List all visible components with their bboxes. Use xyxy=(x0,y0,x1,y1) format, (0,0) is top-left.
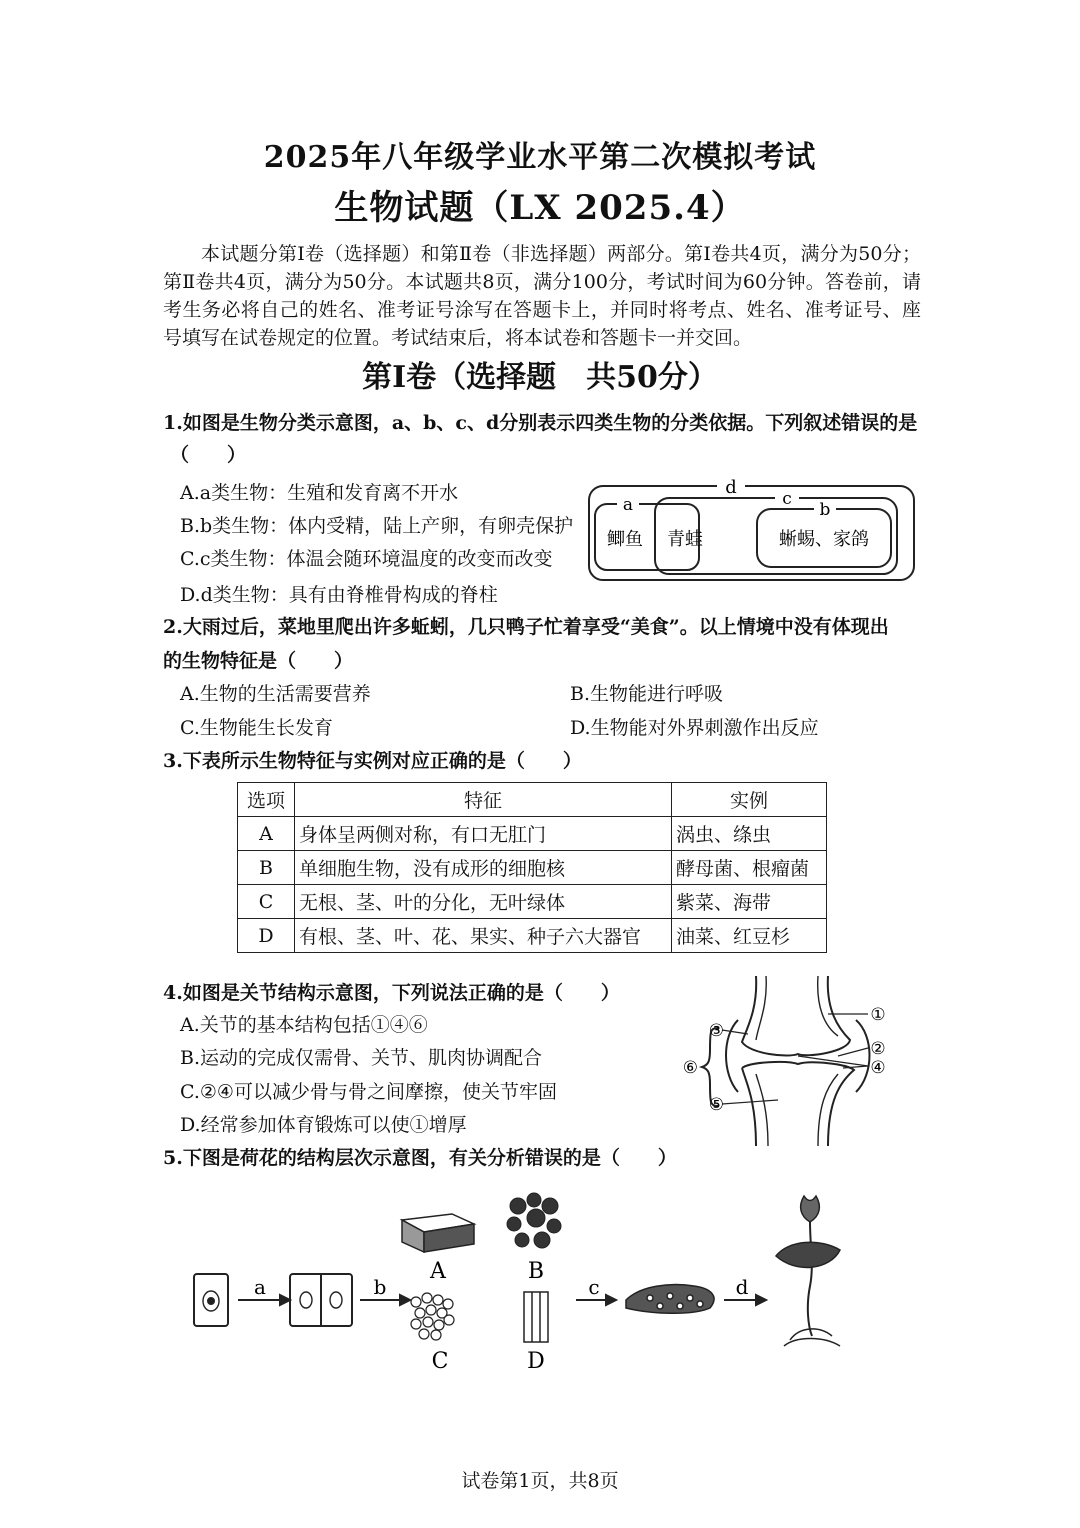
label-4: ④ xyxy=(870,1058,886,1078)
table-cell: C xyxy=(238,885,295,919)
question-4-option-b: B.运动的完成仅需骨、关节、肌肉协调配合 xyxy=(180,1047,543,1069)
question-2-option-d: D.生物能对外界刺激作出反应 xyxy=(570,717,819,739)
joint-structure-diagram xyxy=(678,970,900,1150)
label-5: ⑤ xyxy=(708,1095,724,1115)
label-a: a xyxy=(622,495,634,515)
label-1: ① xyxy=(870,1005,886,1025)
table-cell: B xyxy=(238,851,295,885)
table-cell: 酵母菌、根瘤菌 xyxy=(672,851,827,885)
question-5-stem: 5.下图是荷花的结构层次示意图，有关分析错误的是（ ） xyxy=(163,1147,677,1169)
exam-title: 2025年八年级学业水平第二次模拟考试 xyxy=(263,140,817,175)
question-4-stem: 4.如图是关节结构示意图，下列说法正确的是（ ） xyxy=(163,982,620,1004)
joint-capsule xyxy=(726,1020,870,1092)
tissue-b xyxy=(507,1193,561,1248)
question-1-option-c: C.c类生物：体温会随环境温度的改变而改变 xyxy=(180,548,553,570)
tissue-label-a: A xyxy=(430,1259,446,1284)
question-1-answer-blank: （ ） xyxy=(170,444,247,466)
table-header: 选项 xyxy=(238,783,295,817)
label-b: b xyxy=(819,500,831,520)
lotus-structure-diagram xyxy=(180,1186,900,1376)
question-2-stem-line2: 的生物特征是（ ） xyxy=(163,650,354,672)
single-cell xyxy=(194,1274,228,1326)
table-cell: 油菜、红豆杉 xyxy=(672,919,827,953)
table-cell: A xyxy=(238,817,295,851)
question-4-option-c: C.②④可以减少骨与骨之间摩擦，使关节牢固 xyxy=(180,1081,557,1103)
tissue-a xyxy=(402,1214,474,1252)
question-1-option-d: D.d类生物：具有由脊椎骨构成的脊柱 xyxy=(180,584,498,606)
question-2-option-c: C.生物能生长发育 xyxy=(180,717,333,739)
table-row xyxy=(238,885,827,919)
question-1-option-a: A.a类生物：生殖和发育离不开水 xyxy=(180,482,459,504)
question-3-table xyxy=(237,782,827,953)
section-title: 第Ⅰ卷（选择题 共50分） xyxy=(362,360,718,395)
arrow-label-c: c xyxy=(588,1275,600,1299)
fish-box: 鲫鱼 xyxy=(607,529,643,550)
tissue-d xyxy=(524,1292,548,1342)
table-cell: 涡虫、绦虫 xyxy=(672,817,827,851)
table-row xyxy=(238,919,827,953)
lotus-root-organ xyxy=(626,1285,714,1314)
table-cell: D xyxy=(238,919,295,953)
label-3: ③ xyxy=(708,1021,724,1041)
table-header-row xyxy=(238,783,827,817)
label-d: d xyxy=(725,477,737,498)
table-cell: 单细胞生物，没有成形的细胞核 xyxy=(295,851,672,885)
question-3-stem: 3.下表所示生物特征与实例对应正确的是（ ） xyxy=(163,750,582,772)
page-footer: 试卷第1页，共8页 xyxy=(461,1470,619,1492)
divided-cells xyxy=(290,1274,352,1326)
table-cell: 身体呈两侧对称，有口无肛门 xyxy=(295,817,672,851)
tissue-label-c: C xyxy=(431,1349,449,1374)
table-row xyxy=(238,817,827,851)
question-4-option-a: A.关节的基本结构包括①④⑥ xyxy=(180,1014,428,1036)
table-header: 实例 xyxy=(672,783,827,817)
question-2-option-a: A.生物的生活需要营养 xyxy=(180,683,371,705)
question-1-option-b: B.b类生物：体内受精，陆上产卵，有卵壳保护 xyxy=(180,515,574,537)
table-header: 特征 xyxy=(295,783,672,817)
table-row xyxy=(238,851,827,885)
lotus-plant xyxy=(776,1196,840,1346)
arrow-label-a: a xyxy=(254,1275,266,1299)
table-cell: 紫菜、海带 xyxy=(672,885,827,919)
label-6: ⑥ xyxy=(682,1058,698,1078)
tissue-label-b: B xyxy=(527,1259,545,1284)
frog-box: 青蛙 xyxy=(667,529,703,550)
classification-diagram xyxy=(585,474,920,586)
question-4-option-d: D.经常参加体育锻炼可以使①增厚 xyxy=(180,1114,467,1136)
table-cell: 有根、茎、叶、花、果实、种子六大器官 xyxy=(295,919,672,953)
question-2-stem-line1: 2.大雨过后，菜地里爬出许多蚯蚓，几只鸭子忙着享受“美食”。以上情境中没有体现出 xyxy=(163,616,889,638)
tissue-label-d: D xyxy=(527,1349,545,1374)
table-cell: 无根、茎、叶的分化，无叶绿体 xyxy=(295,885,672,919)
exam-instructions: 本试题分第Ⅰ卷（选择题）和第Ⅱ卷（非选择题）两部分。第Ⅰ卷共4页，满分为50分；第Ⅱ卷共4页，满分为50分。本试题共8页，满分100分，考试时间为60分钟。答卷前，请考生务必将自己的姓名、准考证号涂写在答题卡上，并同时将考点、姓名、准考证号、座号填写在试卷规定的位置。考试结束后，将本试卷和答题卡一并交回。 xyxy=(163,243,921,349)
arrow-label-d: d xyxy=(735,1275,749,1299)
lizard-pigeon-box: 蜥蜴、家鸽 xyxy=(779,529,869,550)
tissue-c xyxy=(411,1293,454,1340)
label-2: ② xyxy=(870,1039,886,1059)
subject-title: 生物试题（LX 2025.4） xyxy=(334,188,746,228)
label-c: c xyxy=(782,489,792,509)
question-1-stem: 1.如图是生物分类示意图，a、b、c、d分别表示四类生物的分类依据。下列叙述错误的是 xyxy=(163,412,918,434)
question-2-option-b: B.生物能进行呼吸 xyxy=(570,683,724,705)
upper-bone xyxy=(742,976,850,1056)
arrow-label-b: b xyxy=(373,1275,387,1299)
